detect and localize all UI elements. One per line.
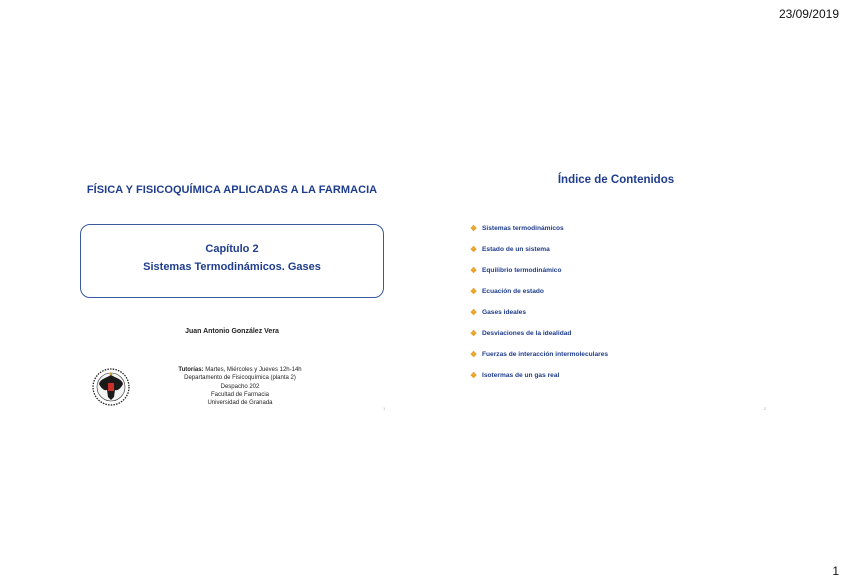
index-item (470, 344, 608, 365)
university-crest-icon (90, 366, 132, 408)
diamond-bullet-icon: ❖ (470, 308, 478, 317)
index-item-label: Fuerzas de interacción intermoleculares (482, 351, 609, 358)
slide-index (424, 162, 808, 422)
faculty-line: Facultad de Farmacia (210, 391, 270, 398)
diamond-bullet-icon: ❖ (470, 224, 478, 233)
diamond-bullet-icon: ❖ (470, 329, 478, 338)
index-item (470, 218, 608, 239)
diamond-bullet-icon: ❖ (470, 266, 478, 275)
index-item-label: Equilibrio termodinámico (482, 267, 562, 274)
index-item (470, 239, 608, 260)
office-line: Despacho 202 (220, 383, 260, 390)
slide-page-number: 2 (764, 406, 767, 411)
index-item (470, 260, 608, 281)
index-item (470, 302, 608, 323)
course-title: FÍSICA Y FISICOQUÍMICA APLICADAS A LA FARMACIA (86, 184, 378, 196)
diamond-bullet-icon: ❖ (470, 371, 478, 380)
chapter-box (80, 224, 384, 298)
slide-page-number: 1 (383, 406, 386, 411)
index-title: Índice de Contenidos (557, 174, 675, 186)
index-item-label: Desviaciones de la idealidad (482, 330, 572, 337)
diamond-bullet-icon: ❖ (470, 350, 478, 359)
page-date: 23/09/2019 (778, 7, 839, 21)
university-line: Universidad de Granada (207, 400, 273, 407)
author-name: Juan Antonio González Vera (185, 328, 279, 335)
index-item-label: Isotermas de un gas real (482, 372, 560, 379)
index-list (470, 218, 608, 386)
index-item-label: Sistemas termodinámicos (482, 225, 564, 232)
diamond-bullet-icon: ❖ (470, 245, 478, 254)
index-item-label: Gases ideales (482, 309, 526, 316)
diamond-bullet-icon: ❖ (470, 287, 478, 296)
slide-cover (40, 162, 424, 422)
index-item (470, 323, 608, 344)
tutorias-hours: Martes, Miércoles y Jueves 12h-14h (205, 367, 302, 373)
index-item (470, 365, 608, 386)
chapter-number: Capítulo 2 (205, 243, 259, 255)
tutorias-label: Tutorías: (178, 367, 204, 373)
department-line: Departamento de Fisicoquímica (planta 2) (184, 375, 296, 382)
chapter-title: Sistemas Termodinámicos. Gases (143, 261, 321, 273)
index-item-label: Ecuación de estado (482, 288, 544, 295)
page-number: 1 (832, 564, 839, 578)
index-item (470, 281, 608, 302)
contact-info (140, 366, 340, 407)
tutorias-line (140, 366, 340, 374)
index-item-label: Estado de un sistema (482, 246, 550, 253)
